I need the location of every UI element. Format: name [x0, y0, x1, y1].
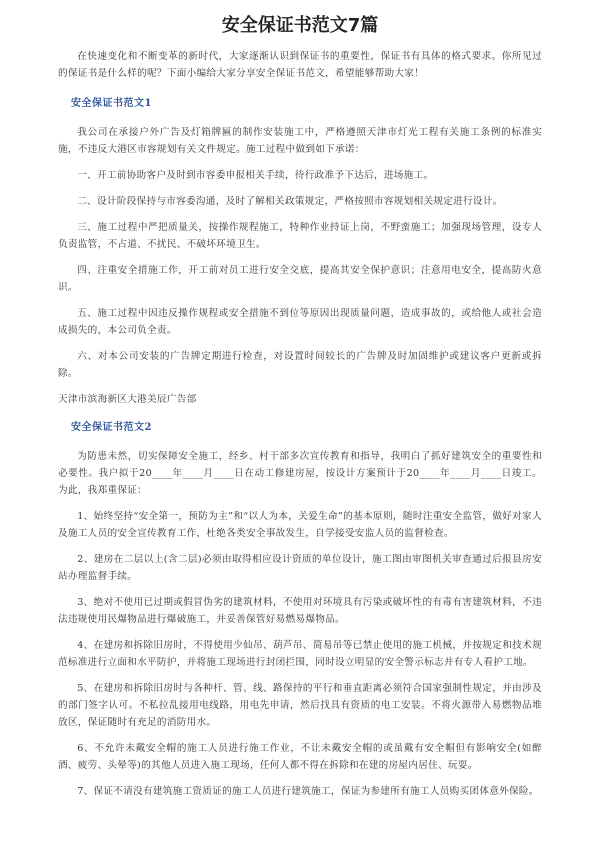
intro-paragraph: 在快速变化和不断变革的新时代，大家逐渐认识到保证书的重要性，保证书有具体的格式要求。你所见过的保证书是什么样的呢？下面小编给大家分享安全保证书范文，希望能够帮助大家！	[58, 51, 542, 79]
section-2-heading: 安全保证书范文2	[71, 422, 152, 433]
section-1-paragraph: 一、开工前协助客户及时到市容委申报相关手续，待行政准予下达后，进场施工。	[77, 170, 434, 181]
section-2-paragraph: 7、保证不请没有建筑施工资质证的施工人员进行建筑施工，保证为参建所有施工人员购买团体意外保险。	[77, 786, 539, 797]
section-2-paragraph: 6、不允许未戴安全帽的施工人员进行施工作业，不让未戴安全帽的或虽戴有安全帽但有影响安全(如醉酒、疲劳、头晕等)的其他人员进入施工现场，任何人都不得在拆除和在建的房屋内居住、玩耍。	[58, 743, 542, 771]
section-2-paragraph: 1、始终坚持“安全第一，预防为主”和“以人为本，关爱生命”的基本原则，随时注重安全监管，做好对家人及施工人员的安全宣传教育工作，杜绝各类安全事故发生，自学接受安监人员的监督检查。	[58, 511, 542, 539]
section-2-paragraph: 4、在建房和拆除旧房时，不得使用少仙吊、葫芦吊、简易吊等已禁止使用的施工机械，并按规定和技术规范标准进行立面和水平防护，并将施工现场进行封闭拦围，同时设立明显的安全警示标志并有专人看护工地。	[58, 640, 542, 668]
section-2-paragraph: 3、绝对不使用已过期或假冒伪劣的建筑材料，不使用对环境具有污染或破坏性的有毒有害建筑材料，不违法违规使用民爆物品进行爆破施工，并妥善保管好易燃易爆物品。	[58, 597, 542, 625]
section-1-paragraph: 我公司在承接户外广告及灯箱牌匾的制作安装施工中，严格遵照天津市灯光工程有关施工条例的标准实施，不违反大港区市容规划有关文件规定。施工过程中做到如下承诺：	[58, 127, 542, 155]
section-1-paragraph: 四、注重安全措施工作，开工前对员工进行安全交底，提高其安全保护意识；注意用电安全，提高防火意识。	[58, 265, 542, 293]
section-1-paragraph: 三、施工过程中严把质量关，按操作规程施工，特种作业持证上岗，不野蛮施工；加强现场管理，设专人负责监管，不占道、不扰民、不破坏环境卫生。	[58, 222, 542, 250]
section-2-paragraph: 2、建房在二层以上(含二层)必须由取得相应设计资质的单位设计，施工图由审图机关审查通过后报县房安站办理监督手续。	[58, 554, 542, 582]
section-1-signature: 天津市滨海新区大港美辰广告部	[58, 394, 197, 405]
section-1-heading: 安全保证书范文1	[71, 98, 152, 109]
document-title: 安全保证书范文7篇	[221, 15, 379, 36]
section-2-paragraph: 5、在建房和拆除旧房时与各种杆、管、线、路保持的平行和垂直距离必须符合国家强制性规定，并由涉及的部门签字认可。不私拉乱接用电线路，用电先申请，然后找具有资质的电工安装。不将火源带入易燃物品堆放区，保证随时有充足的消防用水。	[58, 683, 542, 728]
section-1-paragraph: 六、对本公司安装的广告牌定期进行检查，对设置时间较长的广告牌及时加固维护或建议客户更新或拆除。	[58, 351, 542, 379]
section-1-paragraph: 五、施工过程中因违反操作规程或安全措施不到位等原因出现质量问题，造成事故的，或给他人或社会造成损失的，本公司负全责。	[58, 308, 542, 336]
section-2-paragraph: 为防患未然，切实保障安全施工，经乡、村干部多次宣传教育和指导，我明白了抓好建筑安全的重要性和必要性。我户拟于20____年____月____日在动工修建房屋，按设计方案预计于20____年____月____日竣工。为此，我郑重保证：	[58, 451, 542, 496]
section-1-paragraph: 二、设计阶段保持与市容委沟通，及时了解相关政策规定，严格按照市容规划相关规定进行设计。	[77, 196, 503, 207]
